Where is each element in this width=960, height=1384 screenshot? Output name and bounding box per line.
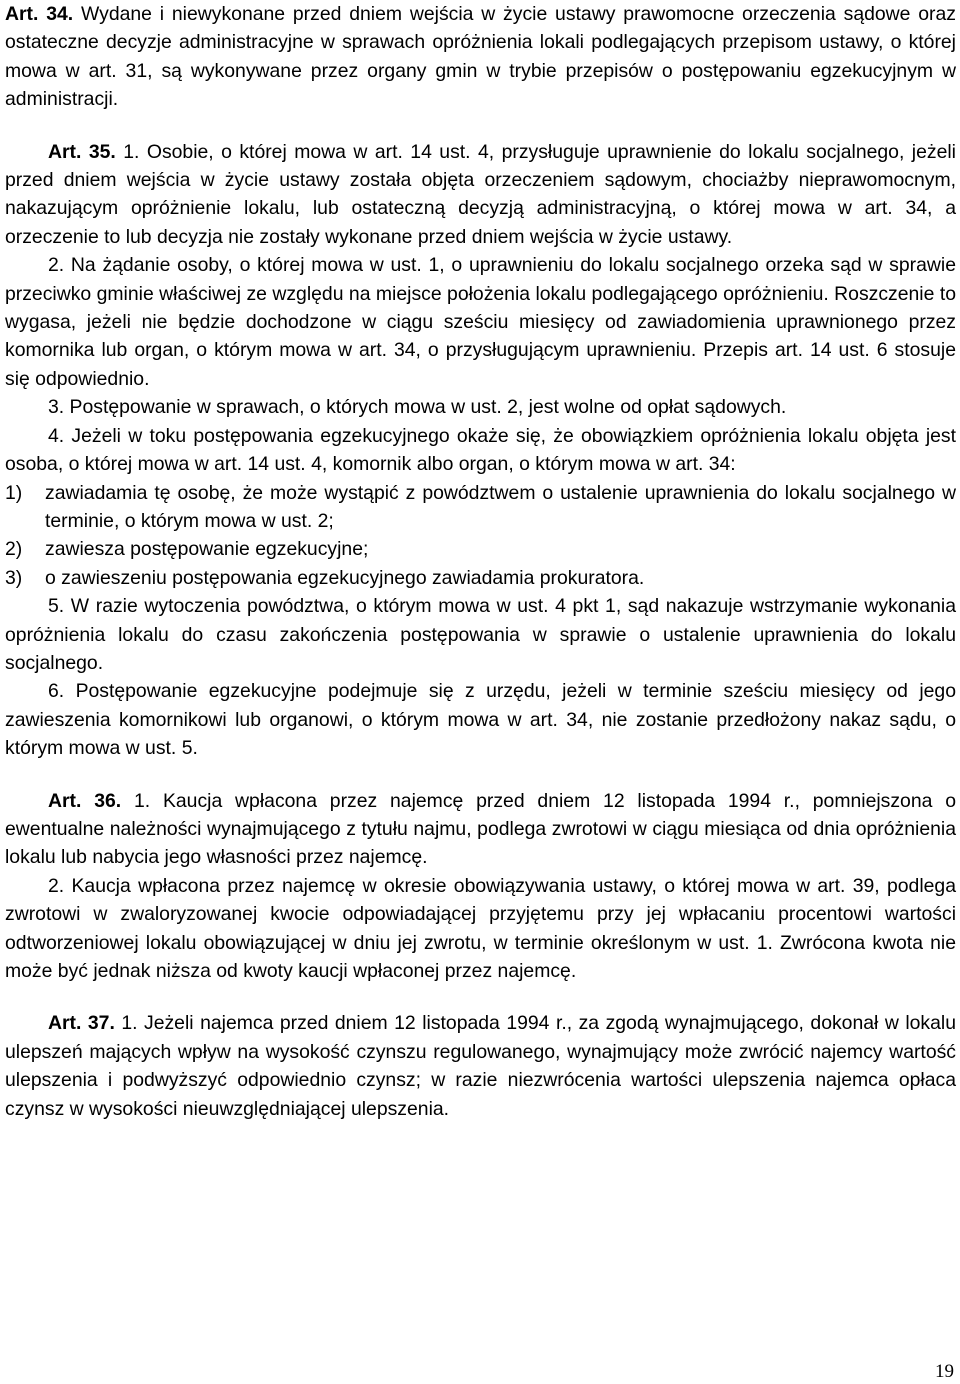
- art-35-ust-5: 5. W razie wytoczenia powództwa, o którym mowa w ust. 4 pkt 1, sąd nakazuje wstrzymanie wykonania opróżnienia lokalu do czasu zakończenia postępowania w sprawie o ustalenie uprawnienia do lokalu socjalnego.: [5, 595, 956, 674]
- art-35-ust-1: [5, 138, 956, 252]
- art-35-ust-4-item-1: [5, 479, 956, 536]
- art-35-heading: Art. 35.: [48, 140, 116, 163]
- list-item-number: 1): [5, 481, 23, 504]
- art-35-ust-1-text: 1. Osobie, o której mowa w art. 14 ust. 4, przysługuje uprawnienie do lokalu socjalnego, jeżeli przed dniem wejścia w życie ustawy została objęta orzeczeniem sądowym, chociażby nieprawomocnym, nakazującym opróżnienie lokalu, lub ostateczną decyzją administracyjną, o której mowa w art. 34, a orzeczenie to lub decyzja nie zostały wykonane przed dniem wejścia w życie ustawy.: [5, 140, 956, 248]
- art-35-ust-4-item-2: [5, 535, 956, 563]
- art-36-heading: Art. 36.: [48, 789, 122, 812]
- art-35-ust-2: 2. Na żądanie osoby, o której mowa w ust. 1, o uprawnieniu do lokalu socjalnego orzeka sąd w sprawie przeciwko gminie właściwej ze względu na miejsce położenia lokalu podlegającego opróżnieniu. Roszczenie to wygasa, jeżeli nie będzie dochodzone w ciągu sześciu miesięcy od zawiadomienia uprawnionego przez komornika lub organ, o którym mowa w art. 34, o przysługującym uprawnieniu. Przepis art. 14 ust. 6 stosuje się odpowiednio.: [5, 254, 956, 390]
- art-37-heading: Art. 37.: [48, 1012, 115, 1035]
- art-35-ust-4-item-3: [5, 564, 956, 592]
- list-item-text: zawiadamia tę osobę, że może wystąpić z powództwem o ustalenie uprawnienia do lokalu socjalnego w terminie, o którym mowa w ust. 2;: [45, 481, 956, 532]
- list-item-text: o zawieszeniu postępowania egzekucyjnego zawiadamia prokuratora.: [45, 566, 645, 589]
- list-item-number: 3): [5, 566, 23, 589]
- list-item-number: 2): [5, 538, 23, 561]
- list-item-text: zawiesza postępowanie egzekucyjne;: [45, 538, 369, 561]
- page-number: 19: [935, 1361, 954, 1382]
- art-36-ust-1-text: 1. Kaucja wpłacona przez najemcę przed dniem 12 listopada 1994 r., pomniejszona o ewentualne należności wynajmującego z tytułu najmu, podlega zwrotowi w ciągu miesiąca od dnia opróżnienia lokalu lub nabycia jego własności przez najemcę.: [5, 789, 957, 869]
- art-34-paragraph: [5, 0, 956, 114]
- art-36-ust-2: 2. Kaucja wpłacona przez najemcę w okresie obowiązywania ustawy, o której mowa w art. 39, podlega zwrotowi w zwaloryzowanej kwocie odpowiadającej przyjętemu przy jej wpłacaniu procentowi wartości odtworzeniowej lokalu obowiązującej w dniu jej zwrotu, w terminie określonym w ust. 1. Zwrócona kwota nie może być jednak niższa od kwoty kaucji wpłaconej przez najemcę.: [5, 874, 956, 982]
- art-37-ust-1-text: 1. Jeżeli najemca przed dniem 12 listopada 1994 r., za zgodą wynajmującego, dokonał w lokalu ulepszeń mających wpływ na wysokość czynszu regulowanego, wynajmujący może zwrócić najemcy wartość ulepszenia i podwyższyć odpowiednio czynsz; w razie niezwrócenia wartości ulepszenia najemca opłaca czynsz w wysokości nieuwzględniającej ulepszenia.: [5, 1012, 956, 1120]
- art-36-ust-1: [5, 787, 956, 872]
- art-37-ust-1: [5, 1009, 956, 1123]
- art-34-heading: Art. 34.: [5, 3, 74, 25]
- art-35-ust-6: 6. Postępowanie egzekucyjne podejmuje się z urzędu, jeżeli w terminie sześciu miesięcy od jego zawieszenia komornikowi lub organowi, o którym mowa w art. 34, nie zostanie przedłożony nakaz sądu, o którym mowa w ust. 5.: [5, 680, 956, 760]
- document-page: [5, 0, 956, 1123]
- art-35-ust-4: 4. Jeżeli w toku postępowania egzekucyjnego okaże się, że obowiązkiem opróżnienia lokalu objęta jest osoba, o której mowa w art. 14 ust. 4, komornik albo organ, o którym mowa w art. 34:: [5, 424, 956, 476]
- art-35-ust-3: 3. Postępowanie w sprawach, o których mowa w ust. 2, jest wolne od opłat sądowych.: [48, 396, 787, 419]
- art-34-text: Wydane i niewykonane przed dniem wejścia w życie ustawy prawomocne orzeczenia sądowe oraz ostateczne decyzje administracyjne w sprawach opróżnienia lokali podlegających przepisom ustawy, o której mowa w art. 31, są wykonywane przez organy gmin w trybie przepisów o postępowaniu egzekucyjnym w administracji.: [5, 3, 956, 111]
